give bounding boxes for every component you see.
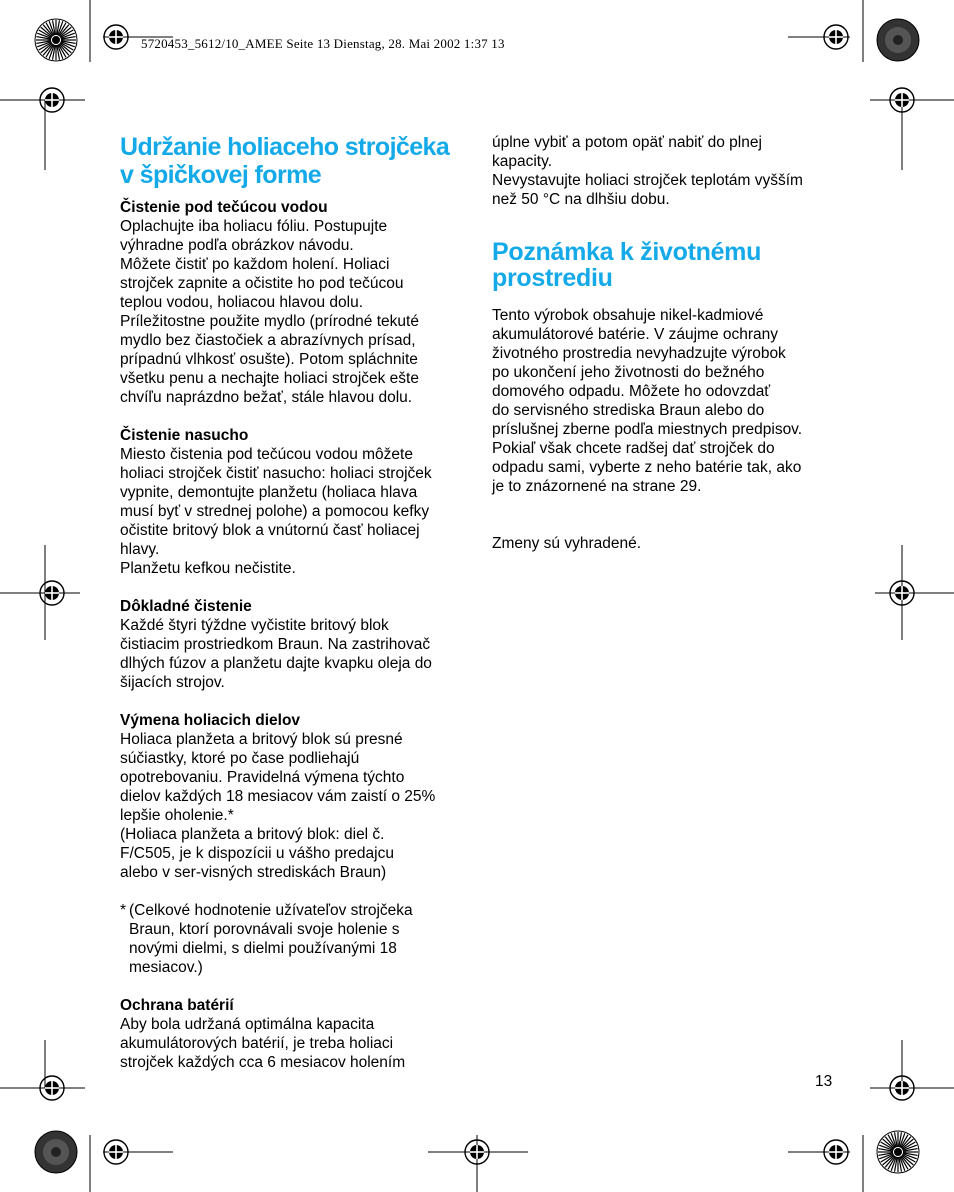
subheading-dry: Čistenie nasucho <box>120 427 249 444</box>
subheading-replacement: Výmena holiacich dielov <box>120 712 301 729</box>
paragraph-thorough: Každé štyri týždne vyčistite britový blok čistiacim prostriedkom Braun. Na zastrihovač dlhých fúzov a planžetu dajte kvapku oleja do šijacích strojov. <box>120 617 432 691</box>
color-wheel-icon <box>33 17 79 63</box>
paragraph-replacement: Holiaca planžeta a britový blok sú presné súčiastky, ktoré po čase podliehajú opotrebovaniu. Pravidelná výmena týchto dielov každých 18 mesiacov vám zaistí o 25% lepšie oholenie.* (Holiaca planžeta a britový blok: diel č. F/C505, je k dispozícii u vášho predajcu alebo v ser-visných strediskách Braun) <box>120 731 436 881</box>
changes-note: Zmeny sú vyhradené. <box>492 535 642 552</box>
paragraph-environment: Tento výrobok obsahuje nikel-kadmiové akumulátorové batérie. V záujme ochrany životného prostredia nevyhadzujte výrobok po ukončení jeho životnosti do bežného domového odpadu. Môžete ho odovzdať do servisného strediska Braun alebo do príslušnej zberne podľa miestnych predpisov. Pokiaľ však chcete radšej dať strojček do odpadu sami, vyberte z neho batérie tak, ako je to znázornené na strane 29. <box>492 307 803 495</box>
subheading-thorough: Dôkladné čistenie <box>120 598 252 615</box>
print-header: 5720453_5612/10_AMEE Seite 13 Dienstag, 28. Mai 2002 1:37 13 <box>141 36 505 51</box>
paragraph-battery-continued: úplne vybiť a potom opäť nabiť do plnej kapacity. Nevystavujte holiaci strojček teplotám vyšším než 50 °C na dlhšiu dobu. <box>492 134 803 208</box>
environment-title: Poznámka k životnému prostrediu <box>492 238 762 292</box>
subheading-battery: Ochrana batérií <box>120 997 234 1014</box>
footnote-marker: * <box>120 902 127 919</box>
paragraph-dry: Miesto čistenia pod tečúcou vodou môžete holiaci strojček čistiť nasucho: holiaci strojček vypnite, demontujte planžetu (holiaca hlava musí byť v strednej polohe) a pomocou kefky očistite britový blok a vnútornú časť holiacej hlavy. Planžetu kefkou nečistite. <box>120 446 432 577</box>
page-number: 13 <box>815 1073 833 1090</box>
left-column <box>120 133 465 1072</box>
footnote-text: (Celkové hodnotenie užívateľov strojčeka Braun, ktorí porovnávali svoje holenie s novými dielmi, s dielmi používanými 18 mesiacov.) <box>129 902 413 976</box>
color-wheel-icon <box>875 1129 921 1175</box>
color-wheel-icon <box>33 1129 79 1175</box>
paragraph-battery: Aby bola udržaná optimálna kapacita akumulátorových batérií, je treba holiaci strojček každých cca 6 mesiacov holením <box>120 1016 406 1071</box>
section-title: Udržanie holiaceho strojčeka v špičkovej forme <box>120 133 450 189</box>
right-column <box>492 133 837 553</box>
footnote <box>120 901 465 977</box>
paragraph-rinse: Oplachujte iba holiacu fóliu. Postupujte výhradne podľa obrázkov návodu. Môžete čistiť po každom holení. Holiaci strojček zapnite a očistite ho pod tečúcou teplou vodou, holiacou hlavou dolu. Príležitostne použite mydlo (prírodné tekuté mydlo bez čiastočiek a abrazívnych prísad, prípadnú vlhkosť osušte). Potom spláchnite všetku penu a nechajte holiaci strojček ešte chvíľu naprázdno bežať, stále hlavou dolu. <box>120 218 419 406</box>
color-wheel-icon <box>875 17 921 63</box>
subheading-rinse: Čistenie pod tečúcou vodou <box>120 199 328 216</box>
